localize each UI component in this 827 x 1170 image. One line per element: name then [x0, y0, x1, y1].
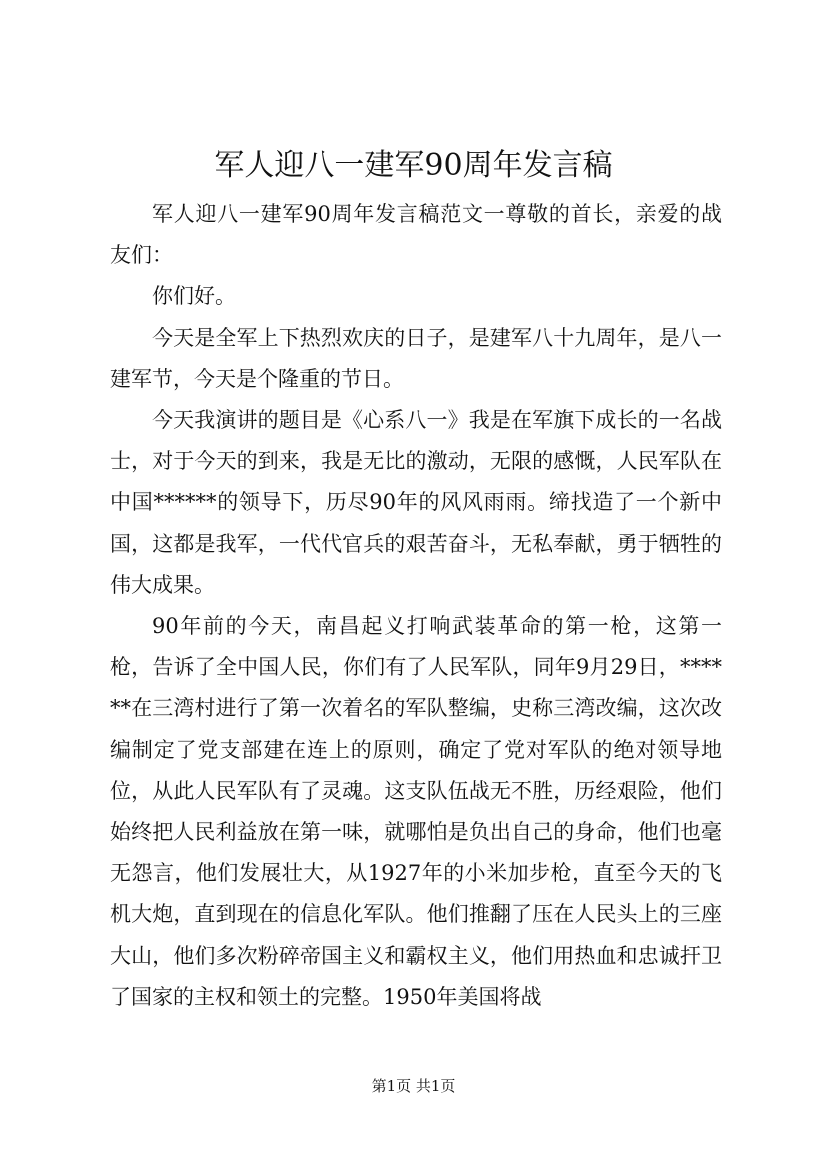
paragraph-hello: 你们好。: [152, 284, 236, 309]
page-footer: 第1页 共1页: [371, 1077, 456, 1095]
paragraph-greeting: 军人迎八一建军90周年发言稿范文一尊敬的首长，亲爱的战友们：: [110, 202, 722, 268]
paragraph-celebration: 今天是全军上下热烈欢庆的日子，是建军八十九周年，是八一建军节，今天是个隆重的节日。: [110, 325, 722, 391]
paragraph-speech-topic: 今天我演讲的题目是《心系八一》我是在军旗下成长的一名战士，对于今天的到来，我是无比的激动，无限的感慨，人民军队在中国******的领导下，历尽90年的风风雨雨。缔找造了一个新中国，这都是我军，一代代官兵的艰苦奋斗，无私奉献，勇于牺牲的伟大成果。: [110, 408, 722, 597]
document-title: 军人迎八一建军90周年发言稿: [214, 148, 613, 183]
paragraph-history: 90年前的今天，南昌起义打响武装革命的第一枪，这第一枪，告诉了全中国人民，你们有了人民军队，同年9月29日，******在三湾村进行了第一次着名的军队整编，史称三湾改编，这次改编制定了党支部建在连上的原则，确定了党对军队的绝对领导地位，从此人民军队有了灵魂。这支队伍战无不胜，历经艰险，他们始终把人民利益放在第一味，就哪怕是负出自己的身命，他们也毫无怨言，他们发展壮大，从1927年的小米加步枪，直至今天的飞机大炮，直到现在的信息化军队。他们推翻了压在人民头上的三座大山，他们多次粉碎帝国主义和霸权主义，他们用热血和忠诚扞卫了国家的主权和领土的完整。1950年美国将战: [110, 614, 722, 1009]
document-body: [110, 194, 722, 1018]
